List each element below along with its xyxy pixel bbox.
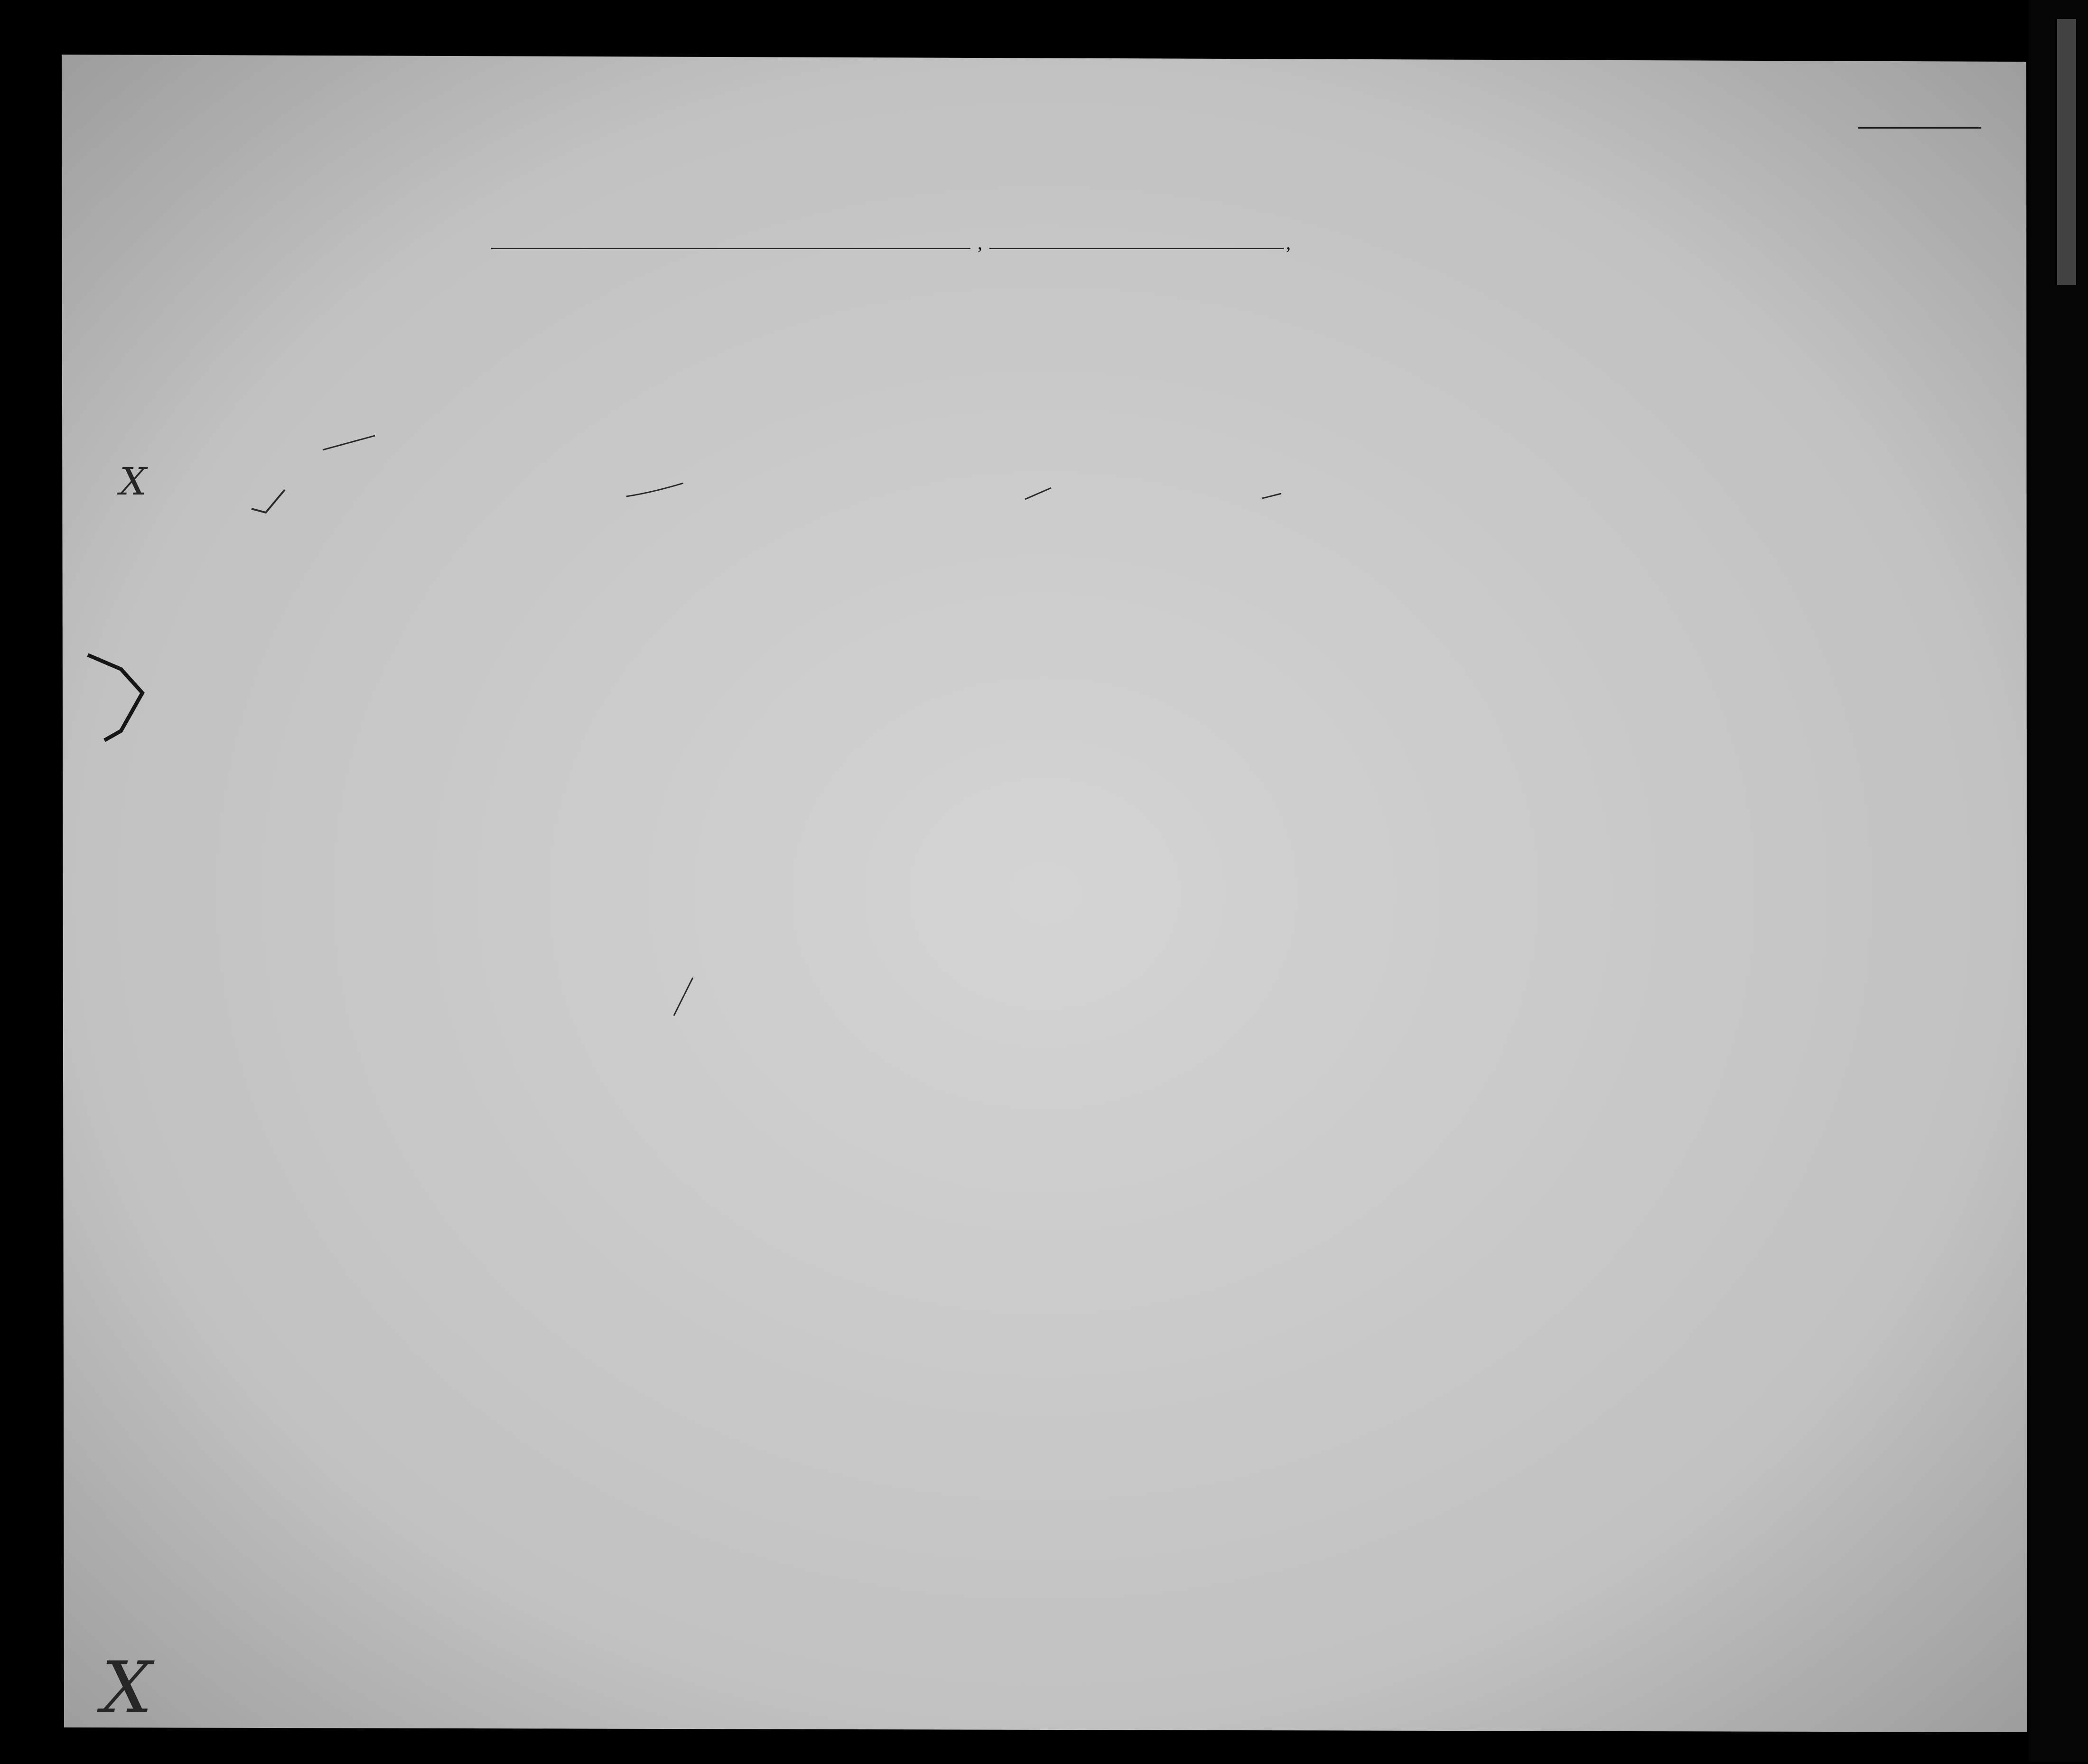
left-bottom-x-mark: X xyxy=(102,1647,152,1729)
manifest-sheet: X X , , xyxy=(0,0,2088,1762)
left-x-mark: X xyxy=(120,459,147,504)
